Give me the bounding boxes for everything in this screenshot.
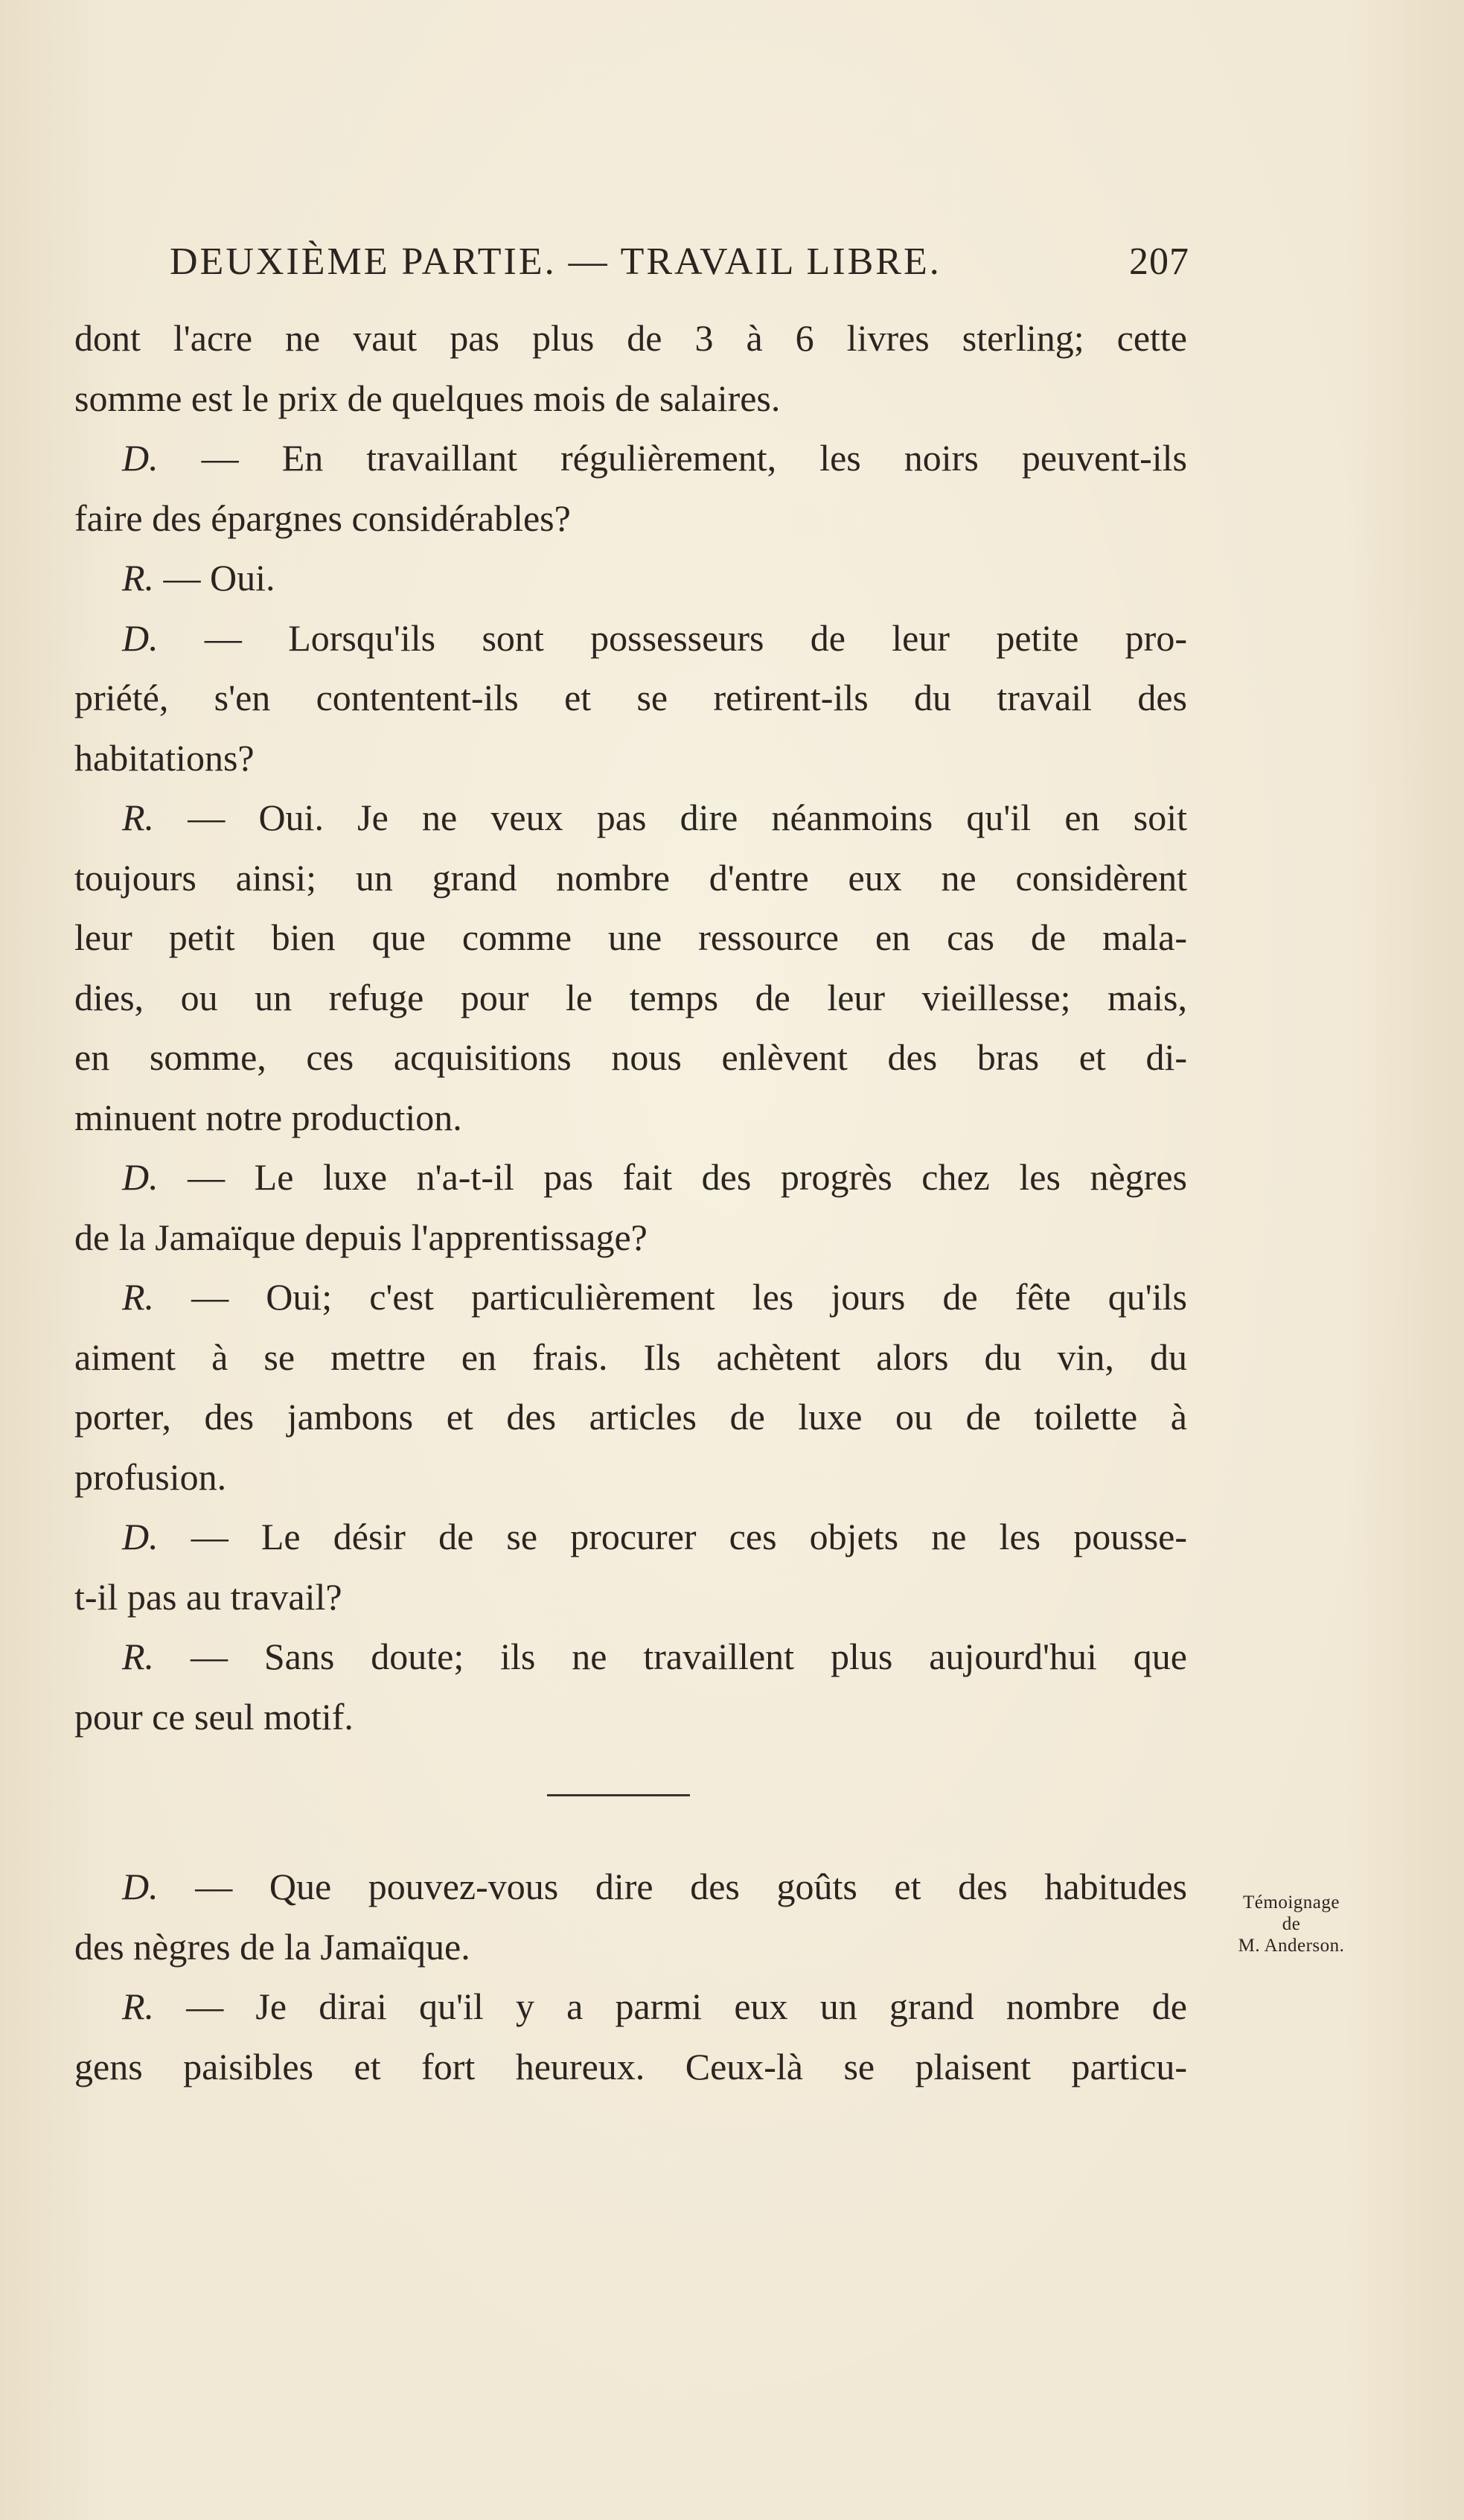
text-line (74, 1147, 1187, 1208)
line-text: somme est le prix de quelques mois de salaires. (74, 377, 781, 419)
line-text: — Le désir de se procurer ces objets ne les pousse- (158, 1516, 1187, 1557)
line-text: dies, ou un refuge pour le temps de leur vieillesse; mais, (74, 976, 1187, 1018)
text-line (74, 2037, 1187, 2097)
line-text: — Le luxe n'a-t-il pas fait des progrès chez les nègres (158, 1156, 1187, 1198)
line-text: minuent notre production. (74, 1096, 462, 1138)
text-line (74, 1267, 1187, 1327)
line-text: — Sans doute; ils ne travaillent plus aujourd'hui que (154, 1636, 1187, 1677)
speaker-label: R. (122, 797, 155, 838)
speaker-label: D. (122, 616, 159, 659)
text-line (74, 668, 1187, 728)
text-line (74, 1687, 1187, 1747)
speaker-label: R. (122, 1636, 155, 1677)
line-text: leur petit bien que comme une ressource en cas de mala- (74, 916, 1187, 958)
text-line (74, 488, 1187, 549)
line-text: — Oui. Je ne veux pas dire néanmoins qu'il en soit (154, 797, 1187, 838)
text-line (74, 1627, 1187, 1687)
margin-note-line: de (1282, 1914, 1301, 1934)
line-text: — Oui. (154, 557, 275, 599)
line-text: habitations? (74, 736, 255, 779)
margin-note-line: Témoignage (1243, 1892, 1340, 1913)
text-line (74, 1027, 1187, 1088)
text-line (74, 1387, 1187, 1447)
text-line (74, 608, 1187, 669)
text-line (74, 1208, 1187, 1268)
line-text: porter, des jambons et des articles de luxe ou de toilette à (74, 1396, 1187, 1438)
line-text: toujours ainsi; un grand nombre d'entre eux ne considèrent (74, 856, 1187, 899)
speaker-label: D. (122, 437, 159, 479)
speaker-label: R. (122, 1985, 155, 2027)
text-line (74, 1507, 1187, 1567)
text-line (74, 1088, 1187, 1148)
text-line (74, 1857, 1187, 1917)
text-line (74, 369, 1187, 429)
margin-note-line: M. Anderson. (1238, 1936, 1345, 1956)
margin-note (1206, 1892, 1377, 1956)
text-line (74, 308, 1187, 369)
line-text: — Que pouvez-vous dire des goûts et des habitudes (158, 1866, 1187, 1907)
line-text: — Je dirai qu'il y a parmi eux un grand nombre de (154, 1985, 1187, 2027)
line-text: faire des épargnes considérables? (74, 497, 571, 539)
body-text-block-1 (74, 308, 1187, 1747)
line-text: gens paisibles et fort heureux. Ceux-là se plaisent particu- (74, 2045, 1187, 2087)
text-line (74, 428, 1187, 488)
running-head (74, 232, 1189, 292)
line-text: aiment à se mettre en frais. Ils achètent alors du vin, du (74, 1336, 1187, 1378)
line-text: de la Jamaïque depuis l'apprentissage? (74, 1216, 648, 1258)
text-line (74, 1447, 1187, 1508)
line-text: en somme, ces acquisitions nous enlèvent des bras et di- (74, 1036, 1187, 1078)
text-line (74, 968, 1187, 1028)
speaker-label: R. (122, 1276, 155, 1318)
body-text-block-2 (74, 1857, 1187, 2096)
line-text: — Oui; c'est particulièrement les jours de fête qu'ils (154, 1276, 1187, 1318)
section-divider (547, 1794, 690, 1796)
text-line (74, 1567, 1187, 1627)
speaker-label: D. (122, 1516, 159, 1557)
text-line (74, 788, 1187, 848)
running-head-title: DEUXIÈME PARTIE. — TRAVAIL LIBRE. (170, 240, 942, 283)
text-line (74, 848, 1187, 908)
line-text: — Lorsqu'ils sont possesseurs de leur petite pro- (158, 616, 1187, 659)
line-text: priété, s'en contentent-ils et se retirent-ils du travail des (74, 677, 1187, 718)
speaker-label: D. (122, 1156, 159, 1198)
text-line (74, 728, 1187, 788)
page-number: 207 (1129, 240, 1189, 283)
line-text: — En travaillant régulièrement, les noirs peuvent-ils (158, 437, 1187, 479)
text-line (74, 1977, 1187, 2037)
speaker-label: D. (122, 1866, 159, 1907)
text-line (74, 907, 1187, 968)
line-text: t-il pas au travail? (74, 1575, 342, 1618)
text-line (74, 1917, 1187, 1977)
text-line (74, 1327, 1187, 1388)
text-line (74, 548, 1187, 608)
line-text: dont l'acre ne vaut pas plus de 3 à 6 livres sterling; cette (74, 317, 1187, 359)
line-text: pour ce seul motif. (74, 1695, 354, 1738)
line-text: des nègres de la Jamaïque. (74, 1925, 470, 1968)
line-text: profusion. (74, 1455, 227, 1498)
speaker-label: R. (122, 557, 155, 599)
